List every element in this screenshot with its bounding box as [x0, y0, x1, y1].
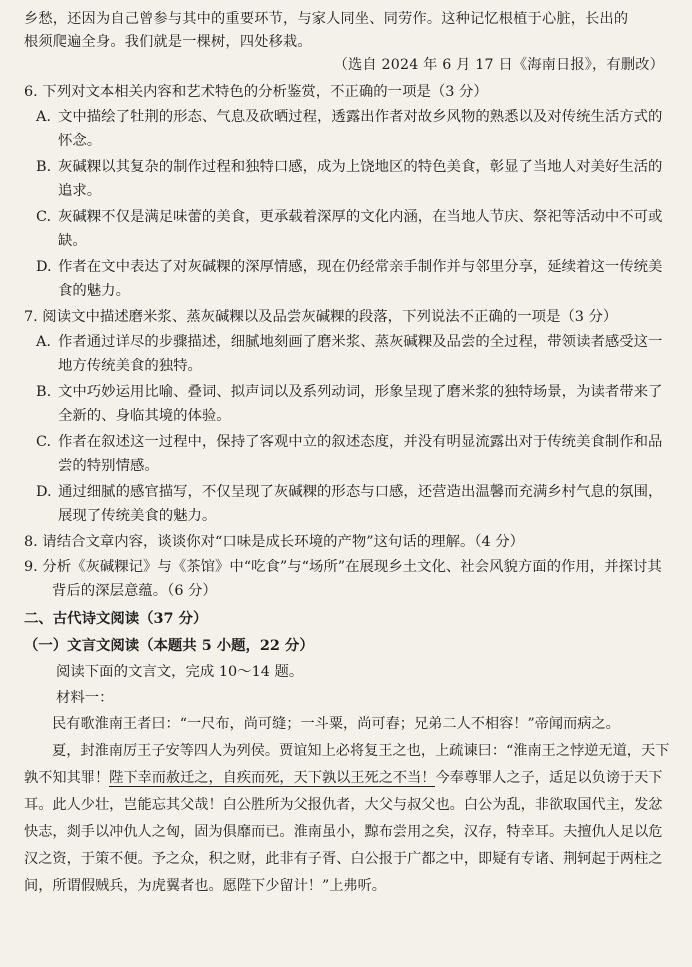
- instruction: 阅读下面的文言文，完成 10～14 题。: [56, 664, 304, 680]
- question-7-option-d[interactable]: [24, 480, 670, 528]
- question-6-option-b[interactable]: [24, 155, 670, 203]
- question-6-option-d[interactable]: [24, 255, 670, 303]
- question-9: 9. 分析《灰碱粿记》与《茶馆》中“吃食”与“场所”在展现乡土文化、社会风貌方面的作用，并探讨其背后的深层意蕴。（6 分）: [24, 559, 662, 599]
- passage-end-line-1: 乡愁，还因为自己曾参与其中的重要环节，与家人同坐、同劳作。这种记忆根植于心脏，长出的: [24, 11, 629, 27]
- option-letter: C.: [36, 209, 52, 225]
- option-text: 文中描绘了牡荆的形态、气息及砍晒过程，透露出作者对故乡风物的熟悉以及对传统生活方式的怀念。: [58, 109, 663, 149]
- question-7-option-a[interactable]: [24, 330, 670, 378]
- section-heading: 二、古代诗文阅读（37 分）: [24, 610, 208, 627]
- classical-paragraph-2: [24, 738, 670, 900]
- question-7-option-b[interactable]: [24, 380, 670, 428]
- option-text: 灰碱粿不仅是满足味蕾的美食，更承载着深厚的文化内涵，在当地人节庆、祭祀等活动中不可或缺。: [58, 209, 663, 249]
- option-letter: B.: [36, 384, 52, 400]
- classical-text: 夏，封淮南厉王子安等四人为列侯。贾谊知上必将复王之也，上疏谏曰：“淮南王之悖逆无道，天下孰不知其罪！: [24, 743, 670, 786]
- option-text: 灰碱粿以其复杂的制作过程和独特口感，成为上饶地区的特色美食，彰显了当地人对美好生活的追求。: [58, 159, 663, 199]
- material-label: 材料一：: [56, 690, 114, 706]
- question-6: [24, 80, 670, 303]
- option-text: 作者在叙述这一过程中，保持了客观中立的叙述态度，并没有明显流露出对于传统美食制作和品尝的特别情感。: [58, 434, 663, 474]
- question-8: 8. 请结合文章内容，谈谈你对“口味是成长环境的产物”这句话的理解。（4 分）: [24, 534, 525, 550]
- option-letter: A.: [36, 334, 51, 350]
- option-letter: D.: [36, 259, 52, 275]
- question-6-stem: 6. 下列对文本相关内容和艺术特色的分析鉴赏，不正确的一项是（3 分）: [24, 84, 488, 100]
- option-text: 作者通过详尽的步骤描述，细腻地刻画了磨米浆、蒸灰碱粿及品尝的全过程，带领读者感受这一地方传统美食的独特。: [58, 334, 663, 374]
- passage-end-line-2: 根须爬遍全身。我们就是一棵树，四处移栽。: [24, 34, 312, 50]
- question-6-option-a[interactable]: [24, 105, 670, 153]
- question-6-option-c[interactable]: [24, 205, 670, 253]
- option-text: 文中巧妙运用比喻、叠词、拟声词以及系列动词，形象呈现了磨米浆的独特场景，为读者带来了全新的、身临其境的体验。: [58, 384, 663, 424]
- classical-text: 今奉尊罪人之子，适足以负谤于天下耳。此人少壮，岂能忘其父哉！白公胜所为父报仇者，大父与叔父也。白公为乱，非欲取国代主，发忿快志，剡手以冲仇人之匈，固为俱靡而已。淮南虽小，黥布尝用之矣，汉存，特幸耳。夫擅仇人足以危汉之资，于策不便。予之众，积之财，此非有子胥、白公报于广都之中，即疑有专诸、荆轲起于两柱之间，所谓假贼兵，为虎翼者也。愿陛下少留计！”上弗听。: [24, 770, 663, 894]
- passage-source: （选自 2024 年 6 月 17 日《海南日报》，有删改）: [333, 57, 664, 73]
- option-text: 作者在文中表达了对灰碱粿的深厚情感，现在仍经常亲手制作并与邻里分享，延续着这一传统美食的魅力。: [58, 259, 663, 299]
- classical-paragraph-1: 民有歌淮南王者曰：“一尺布，尚可缝；一斗粟，尚可舂；兄弟二人不相容！”帝闻而病之。: [52, 716, 620, 732]
- question-7-stem: 7. 阅读文中描述磨米浆、蒸灰碱粿以及品尝灰碱粿的段落，下列说法不正确的一项是（3 分）: [24, 309, 618, 325]
- option-letter: A.: [36, 109, 51, 125]
- question-7: [24, 305, 670, 528]
- option-text: 通过细腻的感官描写，不仅呈现了灰碱粿的形态与口感，还营造出温馨而充满乡村气息的氛围，展现了传统美食的魅力。: [58, 484, 663, 524]
- subsection-heading: （一）文言文阅读（本题共 5 小题，22 分）: [24, 637, 314, 654]
- option-letter: D.: [36, 484, 52, 500]
- option-letter: C.: [36, 434, 52, 450]
- question-7-option-c[interactable]: [24, 430, 670, 478]
- option-letter: B.: [36, 159, 52, 175]
- underlined-sentence: 陛下幸而赦迁之，自疾而死，天下孰以王死之不当！: [109, 770, 436, 786]
